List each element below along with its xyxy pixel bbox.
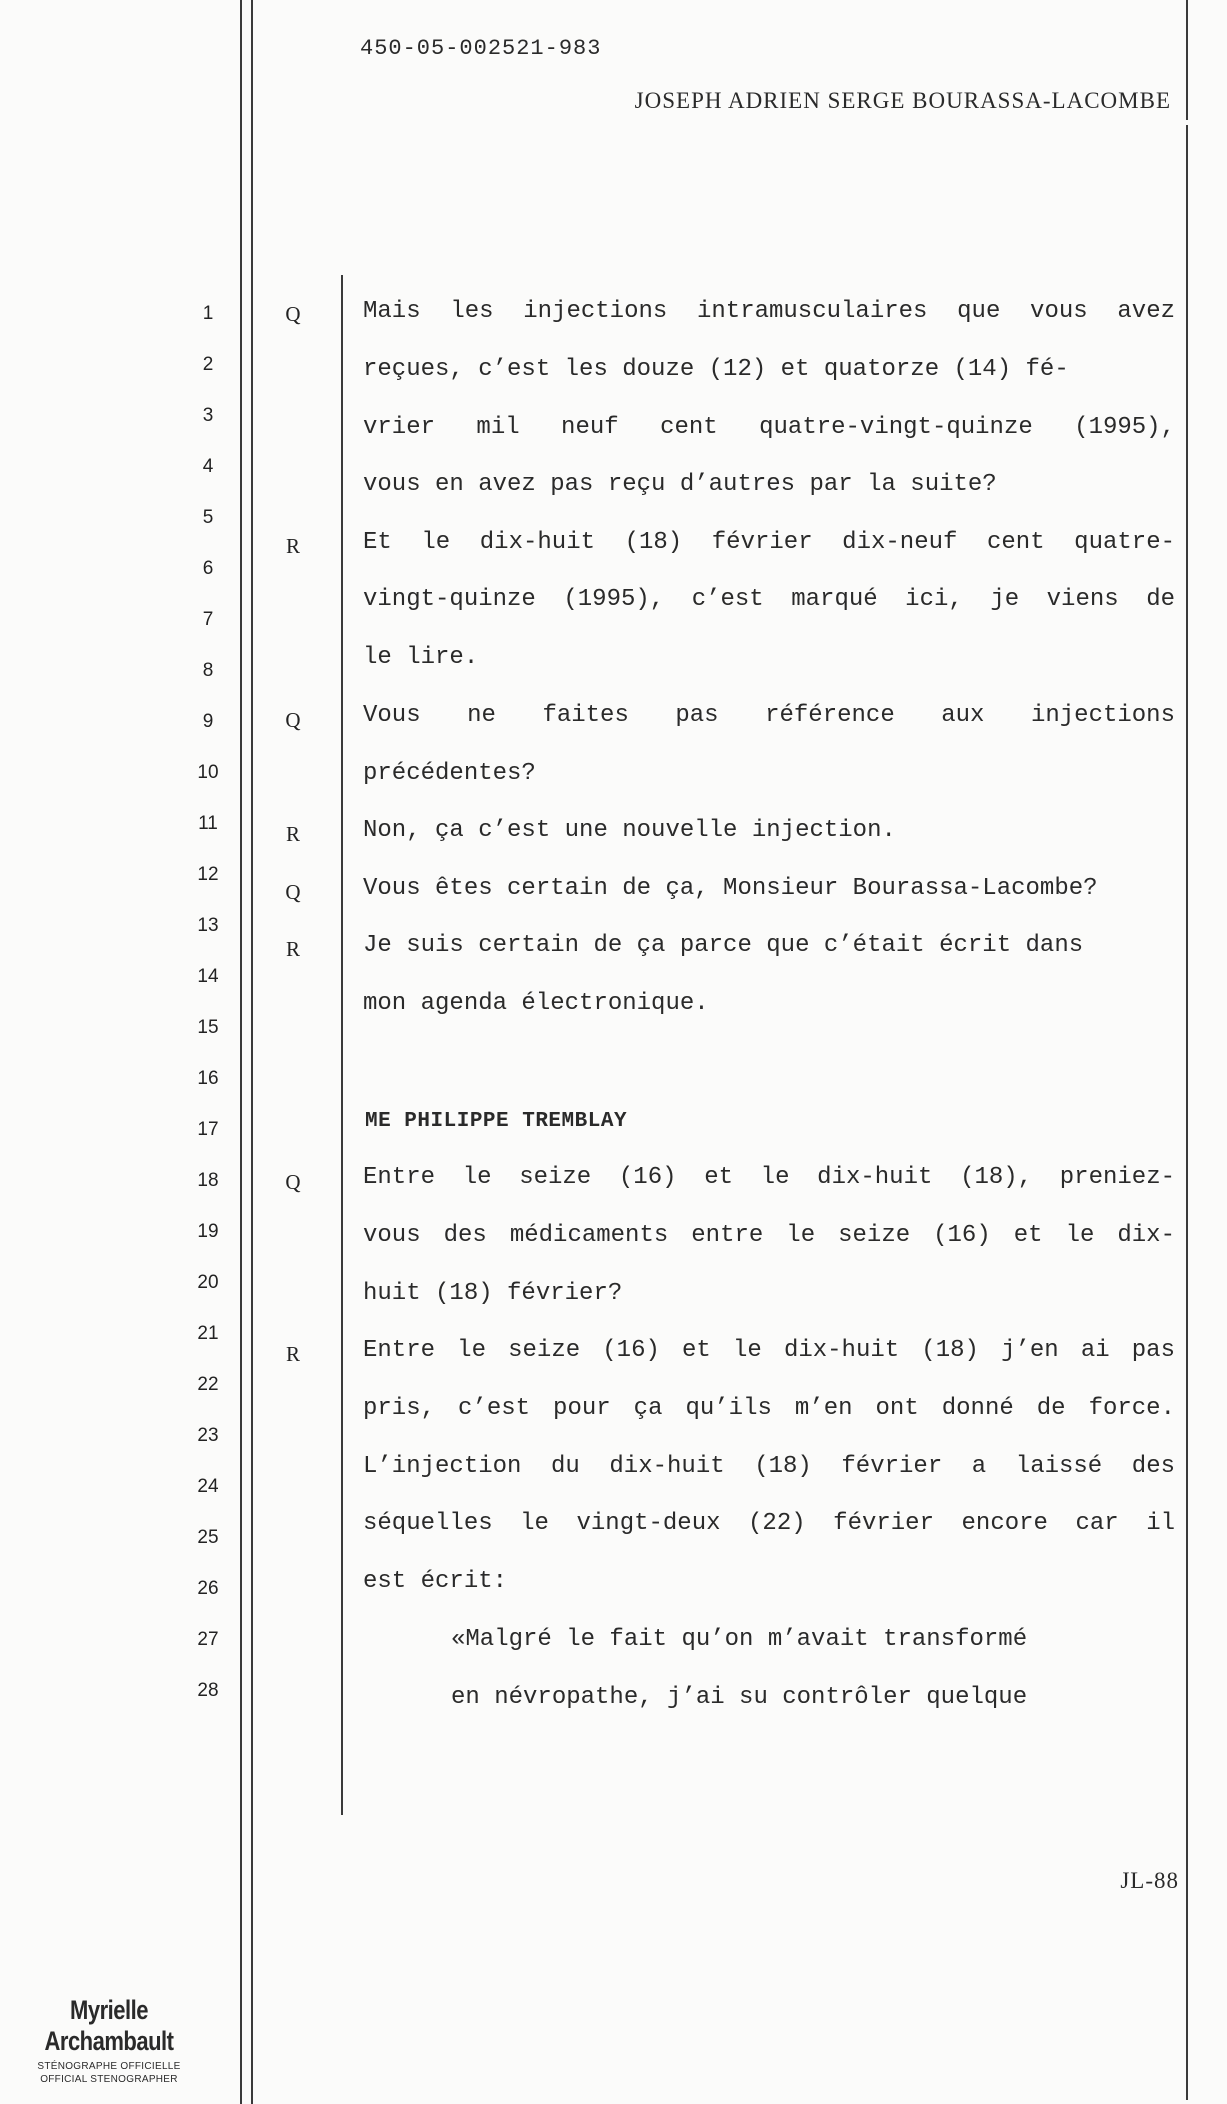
line-number: 20 — [197, 1272, 219, 1293]
line-number: 22 — [197, 1374, 219, 1395]
line-number: 10 — [197, 762, 219, 783]
right-margin-rule — [1186, 0, 1188, 120]
transcript-line: vingt-quinze (1995), c’est marqué ici, je viens de — [363, 586, 1175, 613]
line-number: 17 — [197, 1119, 219, 1140]
line-number: 6 — [202, 558, 214, 579]
transcript-line: vous des médicaments entre le seize (16) et le dix- — [363, 1222, 1175, 1249]
speaker-question: Q — [285, 880, 301, 904]
line-number: 13 — [197, 915, 219, 936]
left-margin-rule-inner — [251, 0, 253, 2104]
transcript-line: pris, c’est pour ça qu’ils m’en ont donné de force. — [363, 1395, 1175, 1422]
speaker-column-rule — [341, 275, 343, 1815]
transcript-line: reçues, c’est les douze (12) et quatorze (14) fé- — [363, 356, 1069, 383]
stenographer-name: Myrielle Archambault — [44, 1994, 174, 2056]
stenographer-stamp — [14, 1994, 204, 2086]
line-number: 1 — [202, 303, 214, 324]
line-number: 2 — [202, 354, 214, 375]
speaker-answer: R — [285, 1342, 300, 1366]
transcript-line: vrier mil neuf cent quatre-vingt-quinze (1995), — [363, 414, 1175, 441]
transcript-line: Je suis certain de ça parce que c’était écrit dans — [363, 932, 1084, 959]
case-number: 450-05-002521-983 — [360, 36, 602, 61]
line-number: 23 — [197, 1425, 219, 1446]
transcript-line: Entre le seize (16) et le dix-huit (18) j’en ai pas — [363, 1337, 1175, 1364]
line-number: 8 — [202, 660, 214, 681]
stenographer-title-en: OFFICIAL STENOGRAPHER — [40, 2074, 178, 2085]
line-number: 25 — [197, 1527, 219, 1548]
line-number: 27 — [197, 1629, 219, 1650]
line-number: 12 — [197, 864, 219, 885]
line-number: 11 — [198, 813, 218, 834]
transcript-line: le lire. — [363, 644, 479, 671]
quoted-line: en névropathe, j’ai su contrôler quelque — [451, 1684, 1028, 1711]
line-number: 3 — [202, 405, 214, 426]
transcript-line: mon agenda électronique. — [363, 990, 709, 1017]
line-number: 26 — [197, 1578, 219, 1599]
transcript-line: Vous êtes certain de ça, Monsieur Bourassa-Lacombe? — [363, 875, 1098, 902]
line-number: 18 — [197, 1170, 219, 1191]
transcript-line: séquelles le vingt-deux (22) février encore car il — [363, 1510, 1175, 1537]
line-number: 9 — [202, 711, 214, 732]
transcript-line: Entre le seize (16) et le dix-huit (18), preniez- — [363, 1164, 1175, 1191]
line-number: 15 — [197, 1017, 219, 1038]
line-number: 7 — [202, 609, 214, 630]
line-number-column — [186, 0, 230, 2104]
transcript-line: Et le dix-huit (18) février dix-neuf cent quatre- — [363, 529, 1175, 556]
transcript-line: vous en avez pas reçu d’autres par la suite? — [363, 471, 997, 498]
transcript-line: huit (18) février? — [363, 1280, 623, 1307]
line-number: 5 — [202, 507, 214, 528]
line-number: 16 — [197, 1068, 219, 1089]
page-code: JL-88 — [1120, 1868, 1179, 1893]
line-number: 4 — [202, 456, 214, 477]
speaker-question: Q — [285, 708, 301, 732]
line-number: 28 — [197, 1680, 219, 1701]
transcript-line: L’injection du dix-huit (18) février a laissé des — [363, 1453, 1175, 1480]
speaker-question: Q — [285, 1170, 301, 1194]
speaker-question: Q — [285, 302, 301, 326]
left-margin-rule-outer — [240, 0, 242, 2104]
speaker-answer: R — [285, 822, 300, 846]
transcript-line: Non, ça c’est une nouvelle injection. — [363, 817, 896, 844]
line-number: 19 — [197, 1221, 219, 1242]
transcript-line: Mais les injections intramusculaires que vous avez — [363, 298, 1175, 325]
speaker-answer: R — [285, 937, 300, 961]
quoted-line: «Malgré le fait qu’on m’avait transformé — [451, 1626, 1028, 1653]
speaker-answer: R — [285, 534, 300, 558]
right-margin-rule-lower — [1186, 125, 1188, 2100]
line-number: 21 — [197, 1323, 219, 1344]
transcript-line: Vous ne faites pas référence aux injections — [363, 702, 1175, 729]
stenographer-title-fr: STÉNOGRAPHE OFFICIELLE — [37, 2061, 181, 2072]
line-number: 14 — [197, 966, 219, 987]
transcript-line: est écrit: — [363, 1568, 508, 1595]
section-heading: ME PHILIPPE TREMBLAY — [365, 1110, 628, 1133]
transcript-line: précédentes? — [363, 760, 536, 787]
line-number: 24 — [197, 1476, 219, 1497]
witness-name: JOSEPH ADRIEN SERGE BOURASSA-LACOMBE — [634, 88, 1171, 113]
